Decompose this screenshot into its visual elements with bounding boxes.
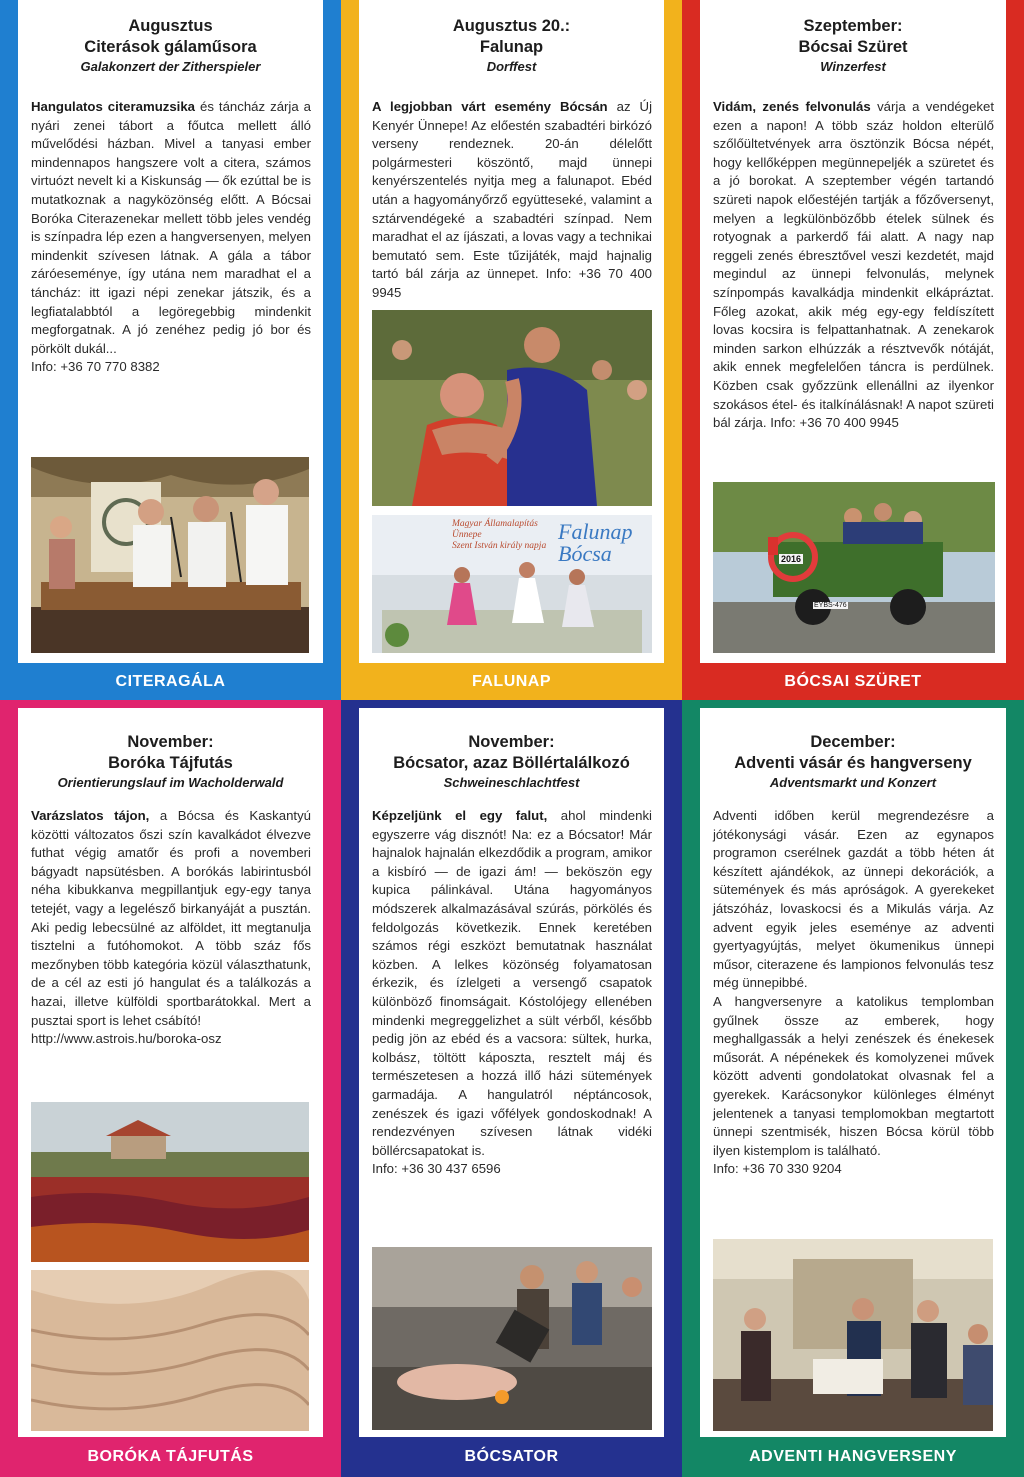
wrestling-photo xyxy=(372,310,652,506)
panel-header xyxy=(700,0,1006,76)
event-subtitle: Winzerfest xyxy=(820,59,886,74)
info-phone: Info: +36 70 770 8382 xyxy=(31,359,160,375)
info-phone: Info: +36 30 437 6596 xyxy=(372,1161,501,1177)
pig-slaughter-photo xyxy=(372,1247,652,1430)
body-text: várja a vendégeket ezen a napon! A több száz holdon elterülő szőlőültetvények arra ösztönzik Bócsa népét, hogy kellőképpen megünnepeljék a szüretet és a jó borokat. A szeptember végén tartandó szüreti napok előestéjén tartják a főzőversenyt, melyen a legkülönbözőbb ételek sülnek és rotyognak a parkerdő fái alatt. A nagy nap reggeli zenés ébresztővel veszi kezdetét, majd megindul az ünnepi felvonulás, melynek színpompás kavalkádja mindenkit elkápráztat. Főleg azokat, akik még egy-egy feldíszített lovas kocsira is felpattanhatnak. A zenekarok minden sarkon elhúzzák a résztvevők nótáját, akik ennek megfelelően táncra is perdülnek. Közben csak győzzünk ellenállni az ilyenkor szokásos étel- és italkínálásnak! A napot szüreti bál zárja. xyxy=(713,99,994,431)
event-title: Falunap xyxy=(479,38,544,56)
plate-number: EYBS-476 xyxy=(814,602,847,609)
body-text: a Bócsa és Kaskantyú közötti változatos őszi szín kavalkádot élvezve futhat végig amatőr és profi a novemberi bágyadt napsütésben. A borókás labirintusból néha kibukkanva megpillantjuk egy-egy tanya tetejét, vagy a legelésző birkanyáját a pusztán. Aki pedig lebecsülné az alföldet, itt megtanulja tisztelni a futóhomokot. A több száz fős mezőnyben több kategória közül választhatunk, de a cél az esti jó hangulat és a találkozás a hazai, illetve külföldi sportbarátokkal. Mert a pusztai sport is lehet csábító! xyxy=(31,808,311,1028)
panel-adventi-hangverseny xyxy=(682,700,1024,1477)
panel-footer-label: FALUNAP xyxy=(471,673,552,690)
event-subtitle: Galakonzert der Zitherspieler xyxy=(80,59,261,74)
event-month: December: xyxy=(810,733,896,751)
panel-footer-label: BÓCSAI SZÜRET xyxy=(784,673,922,690)
lead-text: Hangulatos citeramuzsika xyxy=(31,99,196,114)
event-title: Bócsator, azaz Böllértalálkozó xyxy=(393,754,630,772)
event-description xyxy=(372,98,652,303)
panel-bocsator xyxy=(341,700,682,1477)
zither-concert-photo xyxy=(31,457,309,653)
body-text-2: A hangversenyre a katolikus templomban gyűlnek össze az emberek, hogy meghallgassák a helyi zenészek és énekesek műsorát. A népénekek és komolyzenei művek között adventi gondolatokat olvasnak fel a gyerekek. Karácsonykor különleges élményt jelentenek a tanyasi templomokban megtartott ünnepi szentmisék, hiszen Bócsa körül több ilyen kistemplom is található. xyxy=(713,993,994,1158)
harvest-parade-photo xyxy=(713,482,995,653)
event-title: Boróka Tájfutás xyxy=(108,754,233,772)
event-subtitle: Adventsmarkt und Konzert xyxy=(769,775,937,790)
event-month: Augusztus xyxy=(128,17,213,35)
panel-citeragala xyxy=(0,0,341,700)
event-month: Szeptember: xyxy=(803,17,903,35)
event-title: Adventi vásár és hangverseny xyxy=(734,754,972,772)
event-title: Bócsai Szüret xyxy=(798,38,908,56)
lead-text: Varázslatos tájon, xyxy=(31,808,150,823)
autumn-farm-photo xyxy=(31,1102,309,1262)
panel-boroka-tajfutas xyxy=(0,700,341,1477)
sand-dune-photo xyxy=(31,1270,309,1431)
event-description xyxy=(31,807,311,1049)
event-subtitle: Dorffest xyxy=(486,59,537,74)
panel-header xyxy=(18,708,323,792)
event-description xyxy=(713,98,994,433)
event-title: Citerások gálaműsora xyxy=(84,38,257,56)
panel-footer-label: ADVENTI HANGVERSENY xyxy=(749,1448,957,1465)
plate-year: 2016 xyxy=(781,554,802,564)
event-month: November: xyxy=(468,733,555,751)
banner-line-2: Szent István király napja xyxy=(452,541,547,551)
info-link[interactable]: http://www.astrois.hu/boroka-osz xyxy=(31,1031,222,1047)
panel-footer-label: BÓCSATOR xyxy=(464,1448,559,1465)
panel-footer-label: BORÓKA TÁJFUTÁS xyxy=(87,1448,254,1465)
event-description xyxy=(713,807,994,1179)
body-text: Adventi időben kerül megrendezésre a jótékonysági vásár. Ezen az egynapos programon cserélnek gazdát a több héten át készített ajándékok, az ünnepi dekorációk, a sütemények és más apróságok. A gyerekeket játszóház, lovaskocsi és a Mikulás várja. Az advent egyik jeles eseménye az adventi gyertyagyújtás, melyet ökumenikus ünnepi műsor, citerazene és lampionos felvonulás tesz még ünnepibbé. xyxy=(713,808,994,991)
info-phone: Info: +36 70 330 9204 xyxy=(713,1161,842,1177)
banner-logo-text: Falunap Bócsa xyxy=(558,519,633,566)
event-subtitle: Schweineschlachtfest xyxy=(443,775,580,790)
lead-text: Vidám, zenés felvonulás xyxy=(713,99,871,114)
body-text: és táncház zárja a nyári zenei tábort a főutca mellett álló művelődési házban. Mivel a tanyasi ember mindennapos hangszere volt a citera, számos virtuózt nevelt ki a Kiskunság — ők ezúttal be is mutatkoznak a nagyközönség előtt. A Bócsai Boróka Citerazenekar mellett több jeles vendég is színpadra lép ezen a hangversenyen, melyen mindenkit szívesen látnak. A gála a tábor záróeseménye, így utána nem maradhat el a táncház: itt igazi népi zenekar játszik, és a legfiatalabbtól a legöregebbig mindenkit megforgatnak. A jó zenéhez pedig jó bor és pörkölt dukál... xyxy=(31,99,311,356)
panel-header xyxy=(18,0,323,76)
banner-text xyxy=(452,519,562,552)
info-phone: Info: +36 70 400 9945 xyxy=(770,415,899,431)
event-month: Augusztus 20.: xyxy=(452,17,571,35)
panel-header xyxy=(359,708,664,792)
stage-dance-photo xyxy=(372,515,652,653)
event-month: November: xyxy=(127,733,214,751)
info-phone: Info: +36 70 400 9945 xyxy=(372,266,652,300)
panel-falunap xyxy=(341,0,682,700)
panel-footer-label: CITERAGÁLA xyxy=(115,673,226,690)
panel-header xyxy=(700,708,1006,792)
panel-bocsai-szuret xyxy=(682,0,1024,700)
event-description xyxy=(31,98,311,377)
lead-text: A legjobban várt esemény Bócsán xyxy=(372,99,608,114)
church-concert-photo xyxy=(713,1239,993,1431)
event-description xyxy=(372,807,652,1179)
body-text: az Új Kenyér Ünnepe! Az előestén szabadtéri birkózó verseny rendeznek. 20-án délelőtt polgármesteri köszöntő, majd ünnepi kenyérszentelés nyitja meg a falunapot. Ebéd után a hagyományőrző együtteseké, valamint a sztárvendégeké a szabadtéri színpad. Nem maradhat el az íjászati, a lovas vagy a technikai bemutató sem. Este tűzijáték, majd hajnalig tartó bál zárja az ünnepet. xyxy=(372,99,652,282)
body-text: ahol mindenki egyszerre vág disznót! Na: ez a Bócsator! Már hajnalok hajnalán elkezdődik a program, amikor a kisbíró — de igazi ám! — beköszön egy kupica pálinkával. Utána hagyományos módszerek alkalmazásával szúrás, pörkölés és feldolgozás következik. Ennek keretében számos régi eszközt bemutatnak használat közben. A lelkes közönség folyamatosan érkezik, és ízlelgeti a versengő csapatok különböző finomságait. Kóstolójegy ellenében mindenki megreggelizhet a sült vérből, később pedig jön az ebéd és a vacsora: sültek, hurka, kolbász, töltött káposzta, resztelt máj és természetesen a hozzá illő házi sütemények garmadája. A hangulatról néptáncosok, zenészek és igazi vőfélyek gondoskodnak! A rendezvényen szívesen látnak vidéki böllércsapatokat is. xyxy=(372,808,652,1158)
event-subtitle: Orientierungslauf im Wacholderwald xyxy=(57,775,284,790)
banner-line-1: Magyar Államalapítás Ünnepe xyxy=(452,519,538,540)
lead-text: Képzeljünk el egy falut, xyxy=(372,808,548,823)
panel-header xyxy=(359,0,664,76)
